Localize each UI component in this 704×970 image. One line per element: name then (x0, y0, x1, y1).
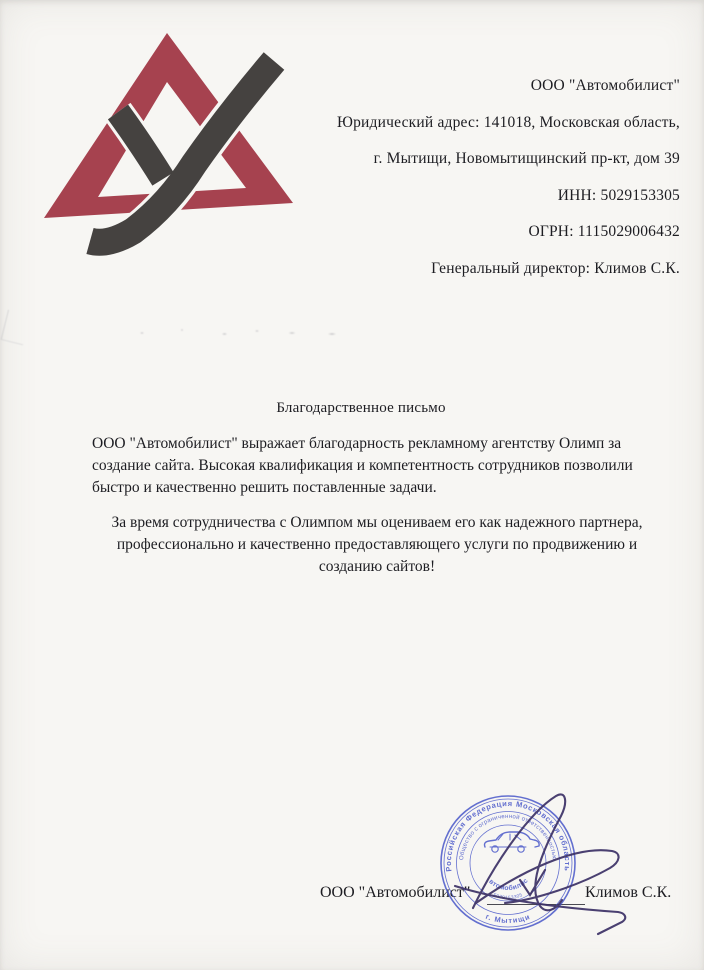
stamp-company-text: "Автомобилист" (487, 858, 530, 893)
company-stamp (441, 796, 575, 930)
letterhead-company: ООО "Автомобилист" (530, 77, 680, 94)
stamp-city-text: г. Мытищи (484, 911, 532, 926)
letterhead-address-2: г. Мытищи, Новомытищинский пр-кт, дом 39 (373, 150, 680, 167)
letterhead-inn: ИНН: 5029153305 (557, 186, 680, 204)
stamp-and-signature (420, 775, 642, 957)
scan-edge-mark (1, 310, 31, 346)
stamp-number-text: 5029153305 (492, 893, 524, 902)
signature-company: ООО "Автомобилист" (320, 884, 471, 901)
letter-title: Благодарственное письмо (276, 400, 446, 416)
letterhead (180, 68, 680, 287)
signature-name: Климов С.К. (585, 884, 672, 901)
scan-smudge (112, 322, 362, 342)
letterhead-ogrn: ОГРН: 1115029006432 (528, 223, 680, 240)
stamp-inner-text: Общество с ограниченной ответственностью (459, 813, 557, 861)
letter-paragraph-1: ООО "Автомобилист" выражает благодарность рекламному агентству Олимп за создание сайта. Высокая квалификация и компетентность сотрудников позволили быстро и качественно решить поставленные задачи. (92, 435, 633, 496)
letterhead-address-1: Юридический адрес: 141018, Московская область, (336, 113, 680, 131)
letter-paragraph-2: За время сотрудничества с Олимпом мы оцениваем его как надежного партнера, профессионально и качественно предоставляющего услуги по продвижению и созданию сайтов! (111, 514, 643, 575)
svg-text:г. Мытищи (484, 912, 531, 925)
letterhead-director: Генеральный директор: Климов С.К. (431, 259, 680, 277)
stamp-outer-text: Российская Федерация Московская область (443, 798, 573, 873)
